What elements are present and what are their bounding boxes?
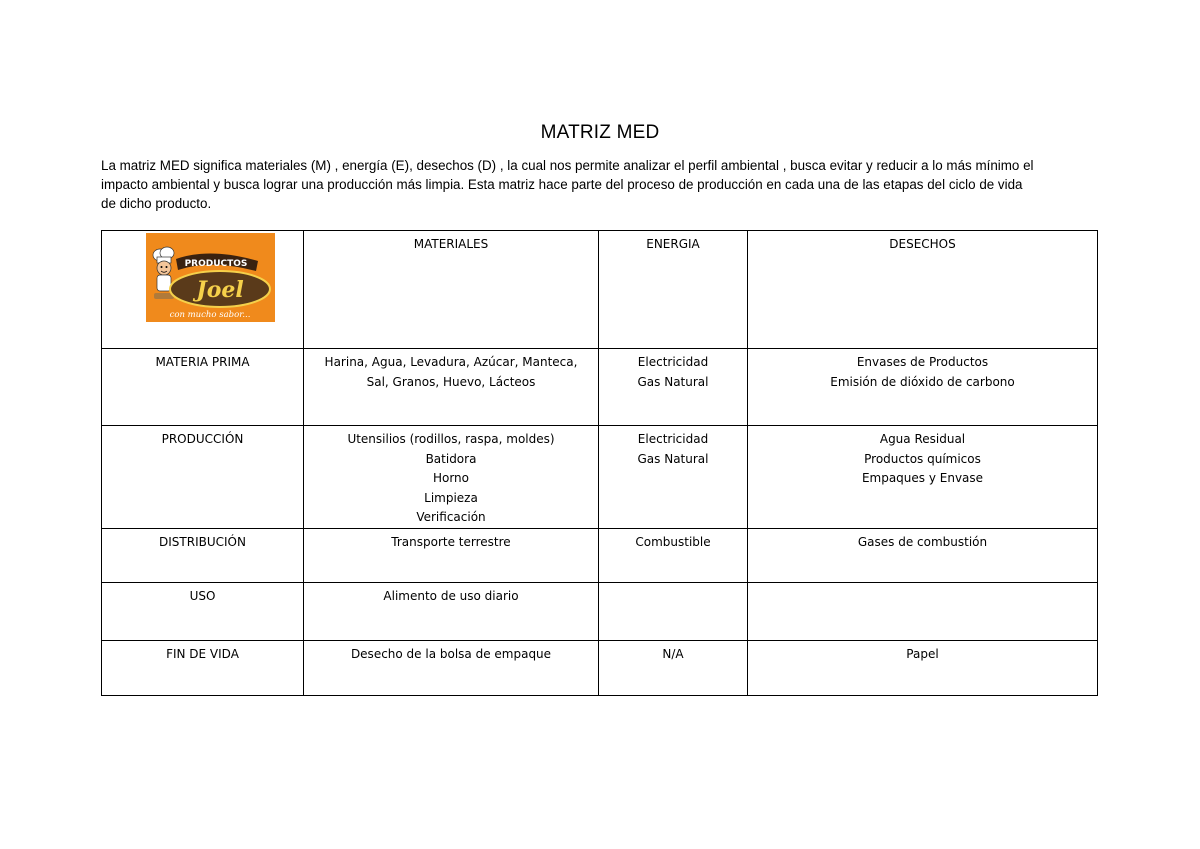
intro-paragraph [101,156,1101,213]
materiales-cell [304,582,599,640]
cell-line: Gases de combustión [857,534,988,549]
cell-line: Verificación [416,510,486,524]
table-row [102,528,1098,582]
desechos-cell [748,426,1098,529]
logo-top-text: PRODUCTOS [184,259,248,269]
cell-line: Limpieza [424,490,478,505]
table-row [102,426,1098,529]
cell-line: Desecho de la bolsa de empaque [350,646,552,661]
stage-cell: DISTRIBUCIÓN [102,528,304,582]
page-title: MATRIZ MED [540,122,660,143]
energia-cell [599,528,748,582]
stage-cell: MATERIA PRIMA [102,349,304,426]
materiales-cell [304,528,599,582]
cell-line: Electricidad [637,355,709,369]
med-matrix-table [101,230,1098,696]
table-row [102,640,1098,695]
desechos-cell [748,582,1098,640]
stage-cell: USO [102,582,304,640]
cell-line: Horno [432,471,470,485]
energia-cell [599,349,748,426]
cell-line: Empaques y Envase [861,471,984,485]
header-energia: ENERGIA [599,231,748,349]
logo-slogan: con mucho sabor... [169,310,251,320]
cell-line: Papel [906,646,939,661]
desechos-cell [748,640,1098,695]
cell-line: Envases de Productos [856,355,989,369]
desechos-cell [748,528,1098,582]
materiales-cell [304,426,599,529]
header-desechos: DESECHOS [748,231,1098,349]
table-row [102,349,1098,426]
logo-brand: Joel [196,277,244,303]
energia-cell [599,426,748,529]
table-row [102,582,1098,640]
productos-joel-logo [146,233,275,322]
intro-line: de dicho producto. [101,196,212,211]
cell-line: Utensilios (rodillos, raspa, moldes) [347,432,555,446]
materiales-cell [304,349,599,426]
intro-line: La matriz MED significa materiales (M) , energía (E), desechos (D) , la cual nos permite analizar el perfil ambiental , busca evitar y reducir a lo más mínimo el [101,158,1034,173]
cell-line: Batidora [425,451,477,466]
energia-cell [599,640,748,695]
cell-line: Productos químicos [864,451,981,466]
stage-cell: FIN DE VIDA [102,640,304,695]
cell-line: Transporte terrestre [391,534,511,549]
cell-line: Gas Natural [637,451,709,466]
cell-line: Sal, Granos, Huevo, Lácteos [366,374,536,389]
energia-cell [599,582,748,640]
cell-line: Electricidad [637,432,709,446]
cell-line: Harina, Agua, Levadura, Azúcar, Manteca, [324,355,578,369]
header-materiales: MATERIALES [304,231,599,349]
cell-line: Combustible [635,534,711,549]
stage-cell: PRODUCCIÓN [102,426,304,529]
intro-line: impacto ambiental y busca lograr una producción más limpia. Esta matriz hace parte del proceso de producción en cada una de las etapas del ciclo de vida [101,177,1023,192]
logo-cell [102,231,304,349]
cell-line: Agua Residual [879,432,966,446]
cell-line: N/A [662,646,684,661]
cell-line: Alimento de uso diario [383,588,519,603]
desechos-cell [748,349,1098,426]
cell-line: Emisión de dióxido de carbono [830,374,1015,389]
materiales-cell [304,640,599,695]
cell-line: Gas Natural [637,374,709,389]
table-header-row [102,231,1098,349]
